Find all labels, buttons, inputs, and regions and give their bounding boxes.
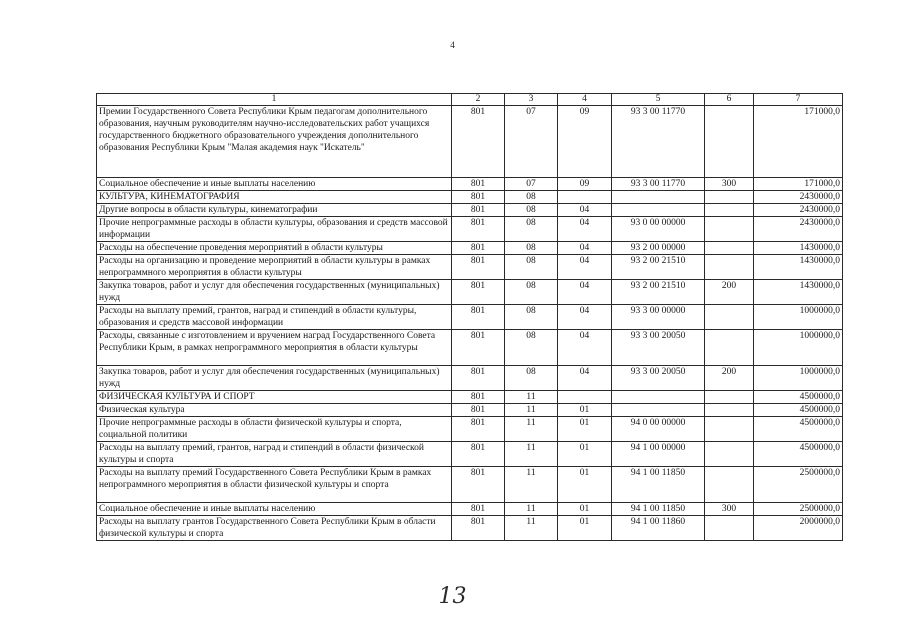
header-cell: 2 (452, 94, 505, 106)
subsection-code: 04 (558, 305, 612, 330)
amount-value: 1430000,0 (754, 255, 843, 280)
expense-type-code (705, 391, 754, 404)
expense-type-code (705, 417, 754, 442)
subsection-code: 01 (558, 516, 612, 541)
subsection-code: 04 (558, 280, 612, 305)
expense-type-code (705, 255, 754, 280)
ministry-code: 801 (452, 467, 505, 503)
section-code: 08 (505, 204, 558, 217)
subsection-code (558, 391, 612, 404)
section-code: 11 (505, 516, 558, 541)
section-code: 08 (505, 242, 558, 255)
row-description: Расходы на выплату премий, грантов, наград и стипендий в области культуры, образования и средств массовой информации (97, 305, 452, 330)
expense-type-code (705, 305, 754, 330)
section-code: 08 (505, 217, 558, 242)
section-code: 11 (505, 391, 558, 404)
ministry-code: 801 (452, 255, 505, 280)
target-article-code: 93 0 00 00000 (612, 217, 705, 242)
row-description: Закупка товаров, работ и услуг для обеспечения государственных (муниципальных) нужд (97, 280, 452, 305)
expense-type-code (705, 330, 754, 366)
table-row (97, 280, 843, 305)
amount-value: 2500000,0 (754, 467, 843, 503)
target-article-code: 93 3 00 11770 (612, 178, 705, 191)
target-article-code: 94 0 00 00000 (612, 417, 705, 442)
expense-type-code (705, 242, 754, 255)
section-code: 08 (505, 305, 558, 330)
subsection-code: 01 (558, 404, 612, 417)
row-description: Другие вопросы в области культуры, кинематографии (97, 204, 452, 217)
ministry-code: 801 (452, 417, 505, 442)
section-code: 08 (505, 191, 558, 204)
subsection-code: 01 (558, 417, 612, 442)
subsection-code: 09 (558, 106, 612, 178)
amount-value: 4500000,0 (754, 417, 843, 442)
amount-value: 4500000,0 (754, 404, 843, 417)
row-description: Социальное обеспечение и иные выплаты населению (97, 178, 452, 191)
table-row (97, 404, 843, 417)
table-row (97, 178, 843, 191)
row-description: Прочие непрограммные расходы в области культуры, образования и средств массовой информации (97, 217, 452, 242)
ministry-code: 801 (452, 204, 505, 217)
row-description: Премии Государственного Совета Республики Крым педагогам дополнительного образования, научным руководителям научно-исследовательских работ учащихся государственного бюджетного образовательного учреждения дополнительного образования Республики Крым "Малая академия наук "Искатель" (97, 106, 452, 178)
subsection-code: 04 (558, 330, 612, 366)
table-row (97, 106, 843, 178)
header-cell: 5 (612, 94, 705, 106)
section-code: 08 (505, 330, 558, 366)
subsection-code: 01 (558, 442, 612, 467)
table-row (97, 305, 843, 330)
row-description: КУЛЬТУРА, КИНЕМАТОГРАФИЯ (97, 191, 452, 204)
expense-type-code: 200 (705, 366, 754, 391)
table-row (97, 204, 843, 217)
target-article-code: 93 2 00 00000 (612, 242, 705, 255)
target-article-code (612, 191, 705, 204)
target-article-code: 94 1 00 11850 (612, 467, 705, 503)
expense-type-code (705, 106, 754, 178)
target-article-code (612, 404, 705, 417)
ministry-code: 801 (452, 217, 505, 242)
row-description: Физическая культура (97, 404, 452, 417)
page-number: 4 (450, 40, 455, 50)
expense-type-code (705, 404, 754, 417)
row-description: Расходы на выплату премий, грантов, наград и стипендий в области физической культуры и спорта (97, 442, 452, 467)
ministry-code: 801 (452, 404, 505, 417)
section-code: 11 (505, 442, 558, 467)
ministry-code: 801 (452, 106, 505, 178)
header-row (97, 94, 843, 106)
budget-table (96, 93, 843, 541)
expense-type-code: 300 (705, 178, 754, 191)
amount-value: 2500000,0 (754, 503, 843, 516)
amount-value: 4500000,0 (754, 442, 843, 467)
ministry-code: 801 (452, 305, 505, 330)
target-article-code: 94 1 00 11860 (612, 516, 705, 541)
ministry-code: 801 (452, 191, 505, 204)
section-code: 08 (505, 255, 558, 280)
expense-type-code (705, 204, 754, 217)
ministry-code: 801 (452, 503, 505, 516)
amount-value: 2430000,0 (754, 204, 843, 217)
target-article-code: 93 2 00 21510 (612, 280, 705, 305)
target-article-code (612, 204, 705, 217)
ministry-code: 801 (452, 366, 505, 391)
subsection-code (558, 191, 612, 204)
amount-value: 1430000,0 (754, 280, 843, 305)
subsection-code: 04 (558, 255, 612, 280)
table-row (97, 366, 843, 391)
row-description: Прочие непрограммные расходы в области физической культуры и спорта, социальной политики (97, 417, 452, 442)
table-row (97, 191, 843, 204)
amount-value: 4500000,0 (754, 391, 843, 404)
table-row (97, 467, 843, 503)
amount-value: 1000000,0 (754, 366, 843, 391)
section-code: 07 (505, 106, 558, 178)
row-description: Закупка товаров, работ и услуг для обеспечения государственных (муниципальных) нужд (97, 366, 452, 391)
table-row (97, 217, 843, 242)
row-description: Расходы на выплату грантов Государственного Совета Республики Крым в области физической культуры и спорта (97, 516, 452, 541)
target-article-code: 94 1 00 00000 (612, 442, 705, 467)
expense-type-code: 300 (705, 503, 754, 516)
expense-type-code (705, 442, 754, 467)
row-description: Социальное обеспечение и иные выплаты населению (97, 503, 452, 516)
header-cell: 3 (505, 94, 558, 106)
target-article-code: 93 2 00 21510 (612, 255, 705, 280)
section-code: 11 (505, 417, 558, 442)
table-row (97, 242, 843, 255)
target-article-code: 93 3 00 20050 (612, 366, 705, 391)
amount-value: 171000,0 (754, 178, 843, 191)
ministry-code: 801 (452, 242, 505, 255)
amount-value: 2430000,0 (754, 217, 843, 242)
expense-type-code (705, 516, 754, 541)
amount-value: 1000000,0 (754, 330, 843, 366)
amount-value: 171000,0 (754, 106, 843, 178)
amount-value: 1000000,0 (754, 305, 843, 330)
table-row (97, 442, 843, 467)
handwritten-page-number: 13 (438, 584, 467, 609)
row-description: Расходы на обеспечение проведения мероприятий в области культуры (97, 242, 452, 255)
section-code: 11 (505, 503, 558, 516)
section-code: 08 (505, 280, 558, 305)
header-cell: 7 (754, 94, 843, 106)
ministry-code: 801 (452, 442, 505, 467)
table-row (97, 255, 843, 280)
table-row (97, 503, 843, 516)
amount-value: 1430000,0 (754, 242, 843, 255)
table-row (97, 330, 843, 366)
section-code: 11 (505, 404, 558, 417)
ministry-code: 801 (452, 178, 505, 191)
table-row (97, 417, 843, 442)
subsection-code: 09 (558, 178, 612, 191)
table-row (97, 516, 843, 541)
target-article-code: 93 3 00 00000 (612, 305, 705, 330)
expense-type-code (705, 191, 754, 204)
target-article-code: 93 3 00 11770 (612, 106, 705, 178)
expense-type-code (705, 467, 754, 503)
table-row (97, 391, 843, 404)
subsection-code: 04 (558, 204, 612, 217)
ministry-code: 801 (452, 391, 505, 404)
target-article-code: 94 1 00 11850 (612, 503, 705, 516)
row-description: ФИЗИЧЕСКАЯ КУЛЬТУРА И СПОРТ (97, 391, 452, 404)
subsection-code: 04 (558, 366, 612, 391)
row-description: Расходы на выплату премий Государственного Совета Республики Крым в рамках непрограммного мероприятия в области физической культуры и спорта (97, 467, 452, 503)
expense-type-code: 200 (705, 280, 754, 305)
header-cell: 1 (97, 94, 452, 106)
section-code: 11 (505, 467, 558, 503)
subsection-code: 01 (558, 467, 612, 503)
row-description: Расходы на организацию и проведение мероприятий в области культуры в рамках непрограммного мероприятия в области культуры (97, 255, 452, 280)
ministry-code: 801 (452, 280, 505, 305)
amount-value: 2430000,0 (754, 191, 843, 204)
row-description: Расходы, связанные с изготовлением и вручением наград Государственного Совета Республики Крым, в рамках непрограммного мероприятия в области культуры (97, 330, 452, 366)
section-code: 08 (505, 366, 558, 391)
header-cell: 4 (558, 94, 612, 106)
subsection-code: 04 (558, 217, 612, 242)
subsection-code: 04 (558, 242, 612, 255)
amount-value: 2000000,0 (754, 516, 843, 541)
ministry-code: 801 (452, 330, 505, 366)
expense-type-code (705, 217, 754, 242)
target-article-code (612, 391, 705, 404)
target-article-code: 93 3 00 20050 (612, 330, 705, 366)
subsection-code: 01 (558, 503, 612, 516)
section-code: 07 (505, 178, 558, 191)
header-cell: 6 (705, 94, 754, 106)
ministry-code: 801 (452, 516, 505, 541)
